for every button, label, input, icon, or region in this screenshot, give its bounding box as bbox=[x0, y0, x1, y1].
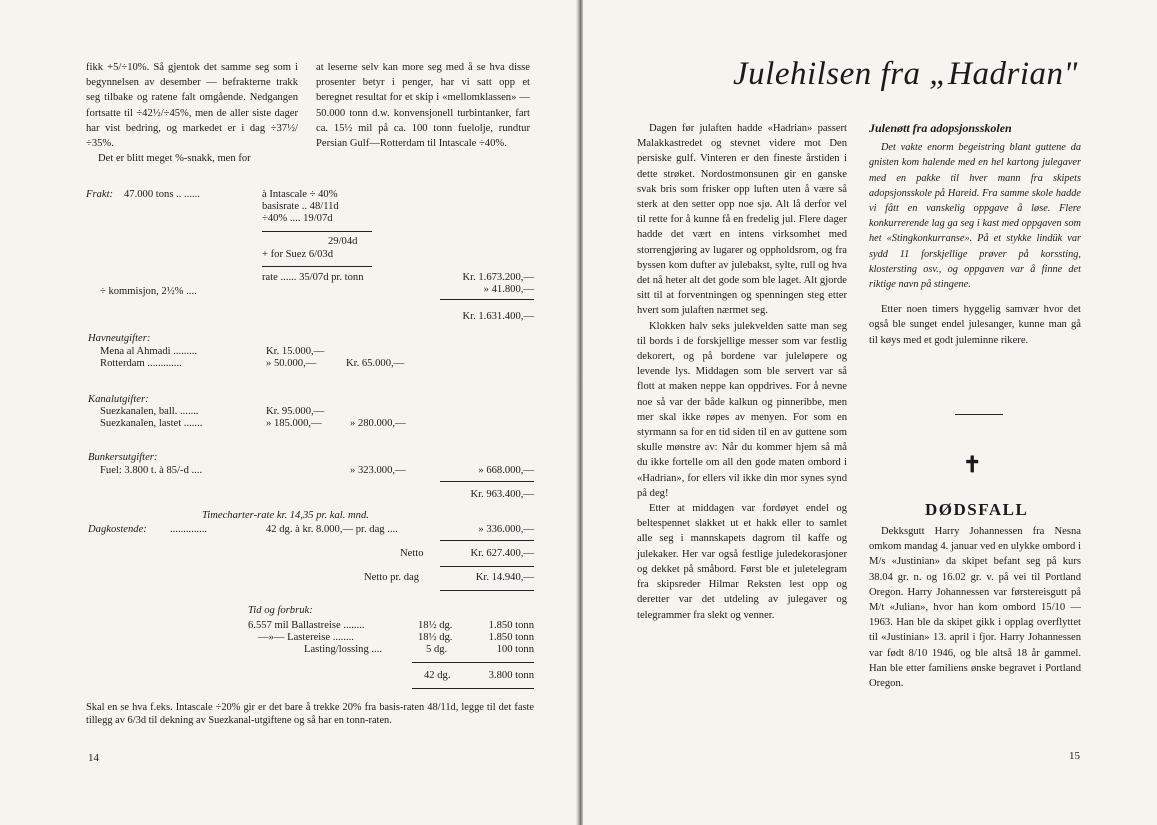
side-column bbox=[869, 121, 1081, 348]
tid-heading: Tid og forbruk: bbox=[248, 605, 313, 616]
intro-paragraph-3: at leserne selv kan more seg med å se hva disse prosenter betyr i penger, har vi satt opp et beregnet resultat for et skip i «mellomklassen» — 50.000 tonn d.w. konvensjonell turbintanker, fart ca. 15½ mil på ca. 100 tonn fuelolje, rundtur Persian Gulf—Rotterdam til Intascale ÷40%. bbox=[316, 62, 530, 150]
main-column bbox=[637, 121, 847, 623]
intro-paragraph-1: fikk +5/÷10%. Så gjentok det samme seg som i begynnelsen av desember — befrakterne trakk seg tilbake og ratene falt omgående. Nedgangen fortsatte til ÷42½/÷45%, men de aller siste dager har vist bedring, og markedet er i dag ÷37½/÷35%. bbox=[86, 62, 298, 150]
right-page bbox=[583, 0, 1157, 825]
netto-dag-label: Netto pr. dag bbox=[364, 572, 420, 583]
intascale-label: à Intascale ÷ 40% bbox=[262, 189, 338, 200]
tid-row-1-name: 6.557 mil Ballastreise ........ bbox=[248, 620, 365, 631]
tid-total-days: 42 dg. bbox=[424, 670, 451, 681]
kommisjon-value: » 41.800,— bbox=[483, 284, 534, 295]
page-number-right: 15 bbox=[1069, 750, 1080, 762]
kanal-row-1-amount: Kr. 95.000,— bbox=[266, 406, 325, 417]
frakt-label: Frakt: bbox=[86, 189, 114, 200]
kanal-heading: Kanalutgifter: bbox=[88, 394, 149, 405]
suez-add: + for Suez 6/03d bbox=[262, 249, 333, 260]
tid-row-2-days: 18½ dg. bbox=[418, 632, 453, 643]
dagkost-calc: 42 dg. à kr. 8.000,— pr. dag .... bbox=[266, 524, 398, 535]
kanal-row-2-amount: » 185.000,— bbox=[266, 418, 322, 429]
sum-total: Kr. 963.400,— bbox=[470, 489, 534, 500]
footer-paragraph: Skal en se hva f.eks. Intascale ÷20% gir er det bare å trekke 20% fra basis-raten 48/11d, legge til det faste tillegg av 6/3d til dekning av Suezkanal-utgiftene og så har en tonn-raten. bbox=[86, 702, 534, 726]
frakt-tons: 47.000 tons .. ...... bbox=[124, 189, 200, 200]
bunker-heading: Bunkersutgifter: bbox=[88, 452, 158, 463]
netto-frakt: Kr. 1.631.400,— bbox=[462, 311, 534, 322]
page-number-left: 14 bbox=[88, 752, 99, 764]
deaths-column bbox=[869, 524, 1081, 691]
havn-row-2-amount: » 50.000,— bbox=[266, 358, 317, 369]
side-divider bbox=[955, 414, 1003, 415]
tid-row-3-days: 5 dg. bbox=[426, 644, 448, 655]
subtotal-d: 29/04d bbox=[328, 236, 358, 247]
netto-dag-underline bbox=[440, 590, 534, 591]
subtotal-rule bbox=[262, 231, 372, 232]
main-paragraph-1: Dagen før julaften hadde «Hadrian» passert Malakkastredet og stevnet videre mot Den persiske gulf. Vinteren er den fineste årstiden i dette strøket. Nordostmonsunen gir en ganske svak bris som frisker opp luften uten å være så sterk at den setter opp noe sjø. Alt lå derfor vel til rette for å kunne få en fredelig jul. Flere dager hadde det vært en intens virksomhet med storrengjøring av lugarer og oppholdsrom, og fra byssen kom dufter av julebakst, sylte, rull og hva det nå heter alt det gode som ble laget. Alt gjorde sitt til at forventningen og spenningen steg etter hvert som julaften nærmet seg. bbox=[637, 123, 847, 317]
dagkost-label: Dagkostende: bbox=[88, 524, 147, 535]
rate-kr: Kr. 1.673.200,— bbox=[462, 272, 534, 283]
timecharter-line: Timecharter-rate kr. 14,35 pr. kal. mnd. bbox=[202, 510, 369, 521]
main-paragraph-2: Klokken halv seks julekvelden satte man seg til bords i de forskjellige messer som var festlig dekorert, og på bordene var juleløpere og levende lys. Middagen som ble servert var så flott at maken neppe kan oppdrives. For å nevne noe så var der både kalkun og pinneribbe, men mer skal ikke røpes av menyen. For som en styrmann sa for en tid siden til en av guttene som skulle mønstre av: Når du kommer hjem så må du ikke fortelle om all den gode maten ombord i «Hadrian», for ellers vil ikke din mor synes synd på deg! bbox=[637, 320, 847, 499]
tid-row-3-tons: 100 tonn bbox=[496, 644, 534, 655]
tid-row-2-name: —»— Lastereise ........ bbox=[258, 632, 354, 643]
tid-total-tons: 3.800 tonn bbox=[488, 670, 534, 681]
tid-row-3-name: Lasting/lossing .... bbox=[304, 644, 382, 655]
bunker-total: » 668.000,— bbox=[478, 465, 534, 476]
intro-column-2 bbox=[316, 60, 530, 151]
deaths-paragraph: Dekksgutt Harry Johannessen fra Nesna omkom mandag 4. januar ved en ulykke ombord i M/s «Justinian» da skipet befant seg på kurs 38.04 gr. n. og 16.02 gr. v. på vei til Portland Oregon. Harry Johannessen var førstereisgutt på M/t «Julian», hvor han kom ombord 15/10 — 1963. Han ble da skipet gikk i opplag overflyttet til «Justinian» 13. april i fjor. Harry Johannessen var født 8/10 1946, og ble altså 18 år gammel. Han ble etter familiens ønske begravet i Portland Oregon. bbox=[869, 526, 1081, 690]
kommisjon-label: ÷ kommisjon, 2½% .... bbox=[100, 286, 197, 297]
intro-column-1 bbox=[86, 60, 298, 166]
netto-frakt-rule bbox=[440, 299, 534, 300]
tid-row-1-tons: 1.850 tonn bbox=[488, 620, 534, 631]
bunker-name: Fuel: 3.800 t. à 85/-d .... bbox=[100, 465, 203, 476]
dagkost-total: » 336.000,— bbox=[478, 524, 534, 535]
side-heading: Julenøtt fra adopsjonsskolen bbox=[869, 121, 1012, 135]
havn-heading: Havneutgifter: bbox=[88, 333, 151, 344]
havn-row-2-name: Rotterdam ............. bbox=[100, 358, 182, 369]
kanal-row-2-name: Suezkanalen, lastet ....... bbox=[100, 418, 203, 429]
tid-row-1-days: 18½ dg. bbox=[418, 620, 453, 631]
tid-underline bbox=[412, 688, 534, 689]
sum-rule bbox=[440, 481, 534, 482]
minus40-label: ÷40% .... 19/07d bbox=[262, 213, 333, 224]
cross-icon: ✝ bbox=[963, 452, 982, 477]
main-paragraph-3: Etter at middagen var fordøyet endel og beltespennet slakket ut et hakk eller to samlet alle seg i mannskapets dagrom til kaffe og julekaker. Her var også festlige juledekorasjoner og dekket på småbord. Først ble et juletelegram fra skipsreder Hilmar Reksten lest opp og deretter var det utdeling av julegaver og telegrammer fra slekt og venner. bbox=[637, 503, 847, 621]
side-closing-paragraph: Etter noen timers hyggelig samvær hvor det også ble sunget endel julesanger, kunne man gå til køys med et godt juleminne rikere. bbox=[869, 304, 1081, 346]
tid-row-2-tons: 1.850 tonn bbox=[488, 632, 534, 643]
netto-dag-value: Kr. 14.940,— bbox=[475, 572, 534, 583]
netto-rule bbox=[440, 540, 534, 541]
netto-dag-rule bbox=[440, 566, 534, 567]
kanal-total: » 280.000,— bbox=[350, 418, 406, 429]
intro-paragraph-2: Det er blitt meget %-snakk, men for bbox=[98, 153, 251, 165]
rate-line: rate ...... 35/07d pr. tonn bbox=[262, 272, 364, 283]
bunker-amount: » 323.000,— bbox=[350, 465, 406, 476]
havn-row-1-name: Mena al Ahmadi ......... bbox=[100, 346, 198, 357]
dagkost-dots: .............. bbox=[170, 524, 208, 535]
netto-value: Kr. 627.400,— bbox=[470, 548, 534, 559]
side-italic-paragraph: Det vakte enorm begeistring blant guttene da gnisten kom halende med en hel kartong julegaver med en pakke til hver mann fra skipets adopsjonsskole på Hareid. Fra samme skole hadde vi fått en vanskelig oppgave å løse. Flere konkurrerende lag ga seg i kast med oppgaven som het «Stingkonkurranse». På et stykke lindük var sydd 11 forskjellige prøver på korssting, klostersting osv., og oppgaven var å finne det riktige navn på stingene. bbox=[869, 142, 1081, 291]
basisrate-label: basisrate .. 48/11d bbox=[262, 201, 339, 212]
netto-label: Netto bbox=[400, 548, 424, 559]
rate-rule bbox=[262, 266, 372, 267]
left-page bbox=[0, 0, 578, 825]
deaths-heading: DØDSFALL bbox=[925, 500, 1029, 519]
article-title: Julehilsen fra „Hadrian" bbox=[733, 56, 1078, 92]
kanal-row-1-name: Suezkanalen, ball. ....... bbox=[100, 406, 199, 417]
tid-rule bbox=[412, 662, 534, 663]
havn-row-1-amount: Kr. 15.000,— bbox=[266, 346, 325, 357]
havn-total: Kr. 65.000,— bbox=[346, 358, 405, 369]
